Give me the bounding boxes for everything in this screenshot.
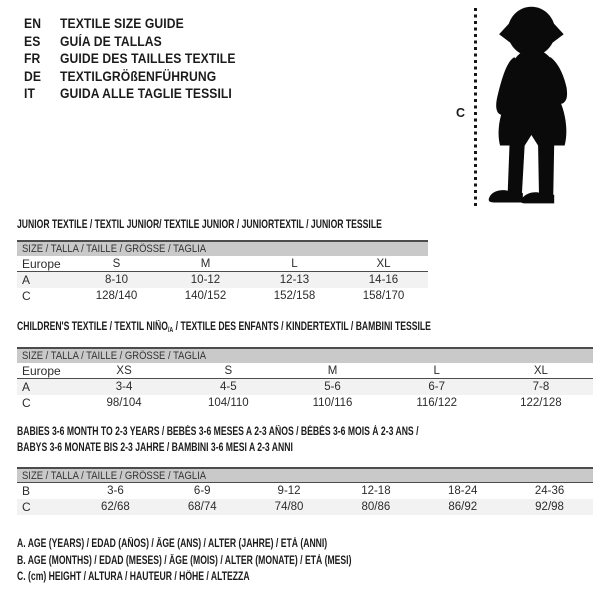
row-label: C bbox=[22, 500, 31, 514]
size-header-text: SIZE / TALLA / TAILLE / GRÖSSE / TAGLIA bbox=[22, 350, 207, 362]
language-list bbox=[24, 15, 255, 103]
language-label: GUÍA DE TALLAS bbox=[60, 33, 162, 49]
language-code: EN bbox=[24, 16, 42, 32]
section-title bbox=[17, 217, 503, 233]
size-cell: 7-8 bbox=[532, 381, 550, 393]
language-label: TEXTILGRÖßENFÜHRUNG bbox=[60, 68, 217, 84]
size-cell: M bbox=[327, 364, 338, 377]
size-cell: 14-16 bbox=[368, 274, 399, 286]
size-cell: 9-12 bbox=[277, 485, 301, 497]
size-table bbox=[17, 347, 593, 411]
size-header-text: SIZE / TALLA / TAILLE / GRÖSSE / TAGLIA bbox=[22, 243, 207, 255]
language-label: GUIDA ALLE TAGLIE TESSILI bbox=[60, 86, 232, 102]
footnote: C. (cm) HEIGHT / ALTURA / HAUTEUR / HÖHE / ALTEZZA bbox=[17, 571, 250, 583]
table-row bbox=[17, 272, 428, 288]
row-label: A bbox=[22, 380, 31, 394]
size-cell: 140/152 bbox=[184, 290, 227, 302]
size-cell: 80/86 bbox=[361, 501, 391, 513]
size-cell: 10-12 bbox=[190, 274, 221, 286]
height-dashed-line bbox=[474, 8, 477, 206]
table-row bbox=[17, 363, 593, 379]
language-code: ES bbox=[24, 33, 41, 49]
language-row bbox=[24, 33, 255, 51]
row-label: Europe bbox=[22, 256, 61, 271]
size-cell: 4-5 bbox=[219, 381, 237, 393]
size-cell: S bbox=[224, 364, 233, 377]
footnotes-list bbox=[17, 538, 463, 588]
size-cell: 116/122 bbox=[416, 397, 458, 409]
size-table bbox=[17, 467, 593, 515]
language-row bbox=[24, 15, 255, 33]
row-label: C bbox=[22, 289, 31, 303]
size-cell: XS bbox=[116, 364, 132, 377]
table-row bbox=[17, 499, 593, 515]
size-cell: 74/80 bbox=[274, 501, 304, 513]
size-cell: XL bbox=[376, 257, 391, 270]
section-title-text: BABIES 3-6 MONTH TO 2-3 YEARS / BEBÉS 3-6 MESES A 2-3 AÑOS / BÉBÉS 3-6 MOIS À 2-3 ANS / bbox=[17, 426, 419, 438]
size-cell: L bbox=[433, 364, 440, 377]
size-cell: 24-36 bbox=[534, 485, 565, 497]
size-cell: XL bbox=[533, 364, 548, 377]
size-cell: 92/98 bbox=[535, 501, 564, 513]
size-cell: 6-9 bbox=[193, 485, 211, 497]
language-label: GUIDE DES TAILLES TEXTILE bbox=[60, 51, 236, 67]
size-cell: 18-24 bbox=[448, 485, 478, 497]
language-code: DE bbox=[24, 68, 42, 84]
size-cell: 3-4 bbox=[115, 381, 133, 393]
size-cell: 158/170 bbox=[362, 290, 405, 302]
language-code: FR bbox=[24, 51, 41, 67]
section-title-text: BABYS 3-6 MONATE BIS 2-3 JAHRE / BAMBINI 3-6 MESI A 2-3 ANNI bbox=[17, 442, 293, 454]
size-header-bar bbox=[17, 467, 593, 483]
size-cell: S bbox=[112, 257, 121, 270]
size-cell: 68/74 bbox=[187, 501, 217, 513]
toddler-silhouette-icon bbox=[482, 5, 577, 208]
row-label: A bbox=[22, 273, 31, 287]
size-header-text: SIZE / TALLA / TAILLE / GRÖSSE / TAGLIA bbox=[22, 469, 207, 482]
table-row bbox=[17, 483, 593, 499]
height-marker-label: C bbox=[456, 106, 466, 120]
size-header-bar bbox=[17, 240, 428, 256]
size-cell: 104/110 bbox=[207, 397, 249, 409]
size-cell: 122/128 bbox=[520, 397, 562, 409]
section-title-text: / TEXTILE DES ENFANTS / KINDERTEXTIL / BAMBINI TESSILE bbox=[173, 321, 431, 333]
size-header-bar bbox=[17, 347, 593, 363]
size-cell: 12-13 bbox=[279, 274, 310, 286]
section-title bbox=[17, 424, 552, 456]
section-title-text: CHILDREN'S TEXTILE / TEXTIL NIÑO bbox=[17, 321, 168, 333]
section-title-text: /A bbox=[167, 325, 174, 334]
footnote: A. AGE (YEARS) / EDAD (AÑOS) / ÂGE (ANS) / ALTER (JAHRE) / ETÀ (ANNI) bbox=[17, 538, 328, 550]
size-cell: 8-10 bbox=[104, 274, 129, 286]
table-row bbox=[17, 256, 428, 272]
size-cell: 86/92 bbox=[448, 501, 478, 513]
language-label: TEXTILE SIZE GUIDE bbox=[60, 16, 184, 32]
row-label: C bbox=[22, 396, 31, 410]
size-cell: 110/116 bbox=[312, 397, 353, 409]
row-label: B bbox=[22, 484, 31, 498]
size-cell: L bbox=[291, 257, 298, 270]
language-code: IT bbox=[24, 86, 35, 102]
size-cell: 128/140 bbox=[95, 290, 138, 302]
section-title bbox=[17, 319, 569, 335]
table-row bbox=[17, 288, 428, 304]
language-row bbox=[24, 68, 255, 86]
size-cell: 98/104 bbox=[106, 397, 142, 409]
table-row bbox=[17, 379, 593, 395]
size-cell: M bbox=[200, 257, 211, 270]
row-label: Europe bbox=[22, 363, 61, 378]
size-cell: 3-6 bbox=[107, 485, 124, 497]
size-cell: 12-18 bbox=[361, 485, 391, 497]
language-row bbox=[24, 50, 255, 68]
size-cell: 152/158 bbox=[273, 290, 316, 302]
size-cell: 6-7 bbox=[428, 381, 446, 393]
size-table bbox=[17, 240, 428, 304]
footnote: B. AGE (MONTHS) / EDAD (MESES) / ÂGE (MOIS) / ALTER (MONATE) / ETÀ (MESI) bbox=[17, 554, 352, 567]
language-row bbox=[24, 85, 255, 103]
size-cell: 5-6 bbox=[324, 381, 341, 393]
section-title-text: JUNIOR TEXTILE / TEXTIL JUNIOR/ TEXTILE JUNIOR / JUNIORTEXTIL / JUNIOR TESSILE bbox=[17, 219, 382, 231]
table-row bbox=[17, 395, 593, 411]
size-cell: 62/68 bbox=[101, 501, 130, 513]
